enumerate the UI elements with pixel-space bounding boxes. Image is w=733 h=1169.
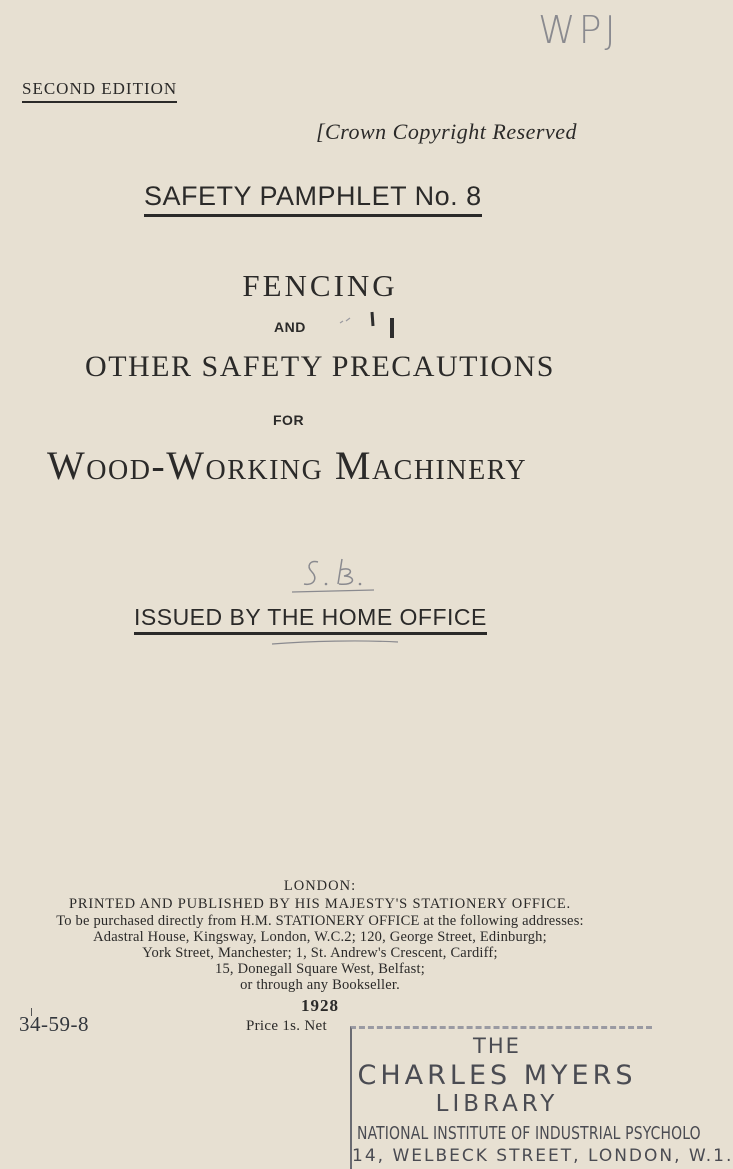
- stamp-address: 14, WELBECK STREET, LONDON, W.1.: [352, 1146, 733, 1166]
- imprint-address-line: Adastral House, Kingsway, London, W.C.2; 120, George Street, Edinburgh;: [93, 929, 547, 945]
- imprint-address-line: 15, Donegall Square West, Belfast;: [215, 961, 425, 977]
- imprint-address-line: York Street, Manchester; 1, St. Andrew's Crescent, Cardiff;: [142, 945, 498, 961]
- title-line-1: FENCING: [242, 268, 398, 303]
- stamp-institute: NATIONAL INSTITUTE OF INDUSTRIAL PSYCHOLO: [357, 1123, 701, 1144]
- imprint-address-line: or through any Bookseller.: [240, 977, 400, 993]
- pencil-initials-mark: [282, 554, 382, 599]
- price-label: Price 1s. Net: [246, 1018, 327, 1034]
- library-stamp: [350, 1026, 733, 1169]
- issuer-line: ISSUED BY THE HOME OFFICE: [134, 604, 487, 635]
- stamp-library-name: CHARLES MYERS: [357, 1060, 637, 1091]
- copyright-notice: [Crown Copyright Reserved: [316, 119, 577, 144]
- imprint-city: LONDON:: [283, 878, 357, 894]
- pencil-ticks-mark: [326, 308, 416, 338]
- stamp-line-library: LIBRARY: [435, 1091, 559, 1117]
- imprint-address-line: To be purchased directly from H.M. STATIONERY OFFICE at the following addresses:: [56, 913, 584, 929]
- shelf-mark: 34-59-8: [19, 1012, 89, 1036]
- title-conjunction: AND: [274, 319, 306, 335]
- pamphlet-number: SAFETY PAMPHLET No. 8: [144, 181, 482, 217]
- publication-year: 1928: [301, 996, 339, 1015]
- pencil-underline-mark: [270, 636, 400, 650]
- title-line-3: Wood-Working Machinery: [47, 443, 528, 488]
- imprint-printer: PRINTED AND PUBLISHED BY HIS MAJESTY'S STATIONERY OFFICE.: [69, 896, 571, 912]
- stamp-line-the: THE: [473, 1034, 521, 1058]
- edition-label: SECOND EDITION: [22, 79, 177, 103]
- title-preposition: FOR: [273, 412, 305, 428]
- handwritten-initials: WPJ: [538, 8, 619, 52]
- title-line-2: OTHER SAFETY PRECAUTIONS: [85, 350, 555, 383]
